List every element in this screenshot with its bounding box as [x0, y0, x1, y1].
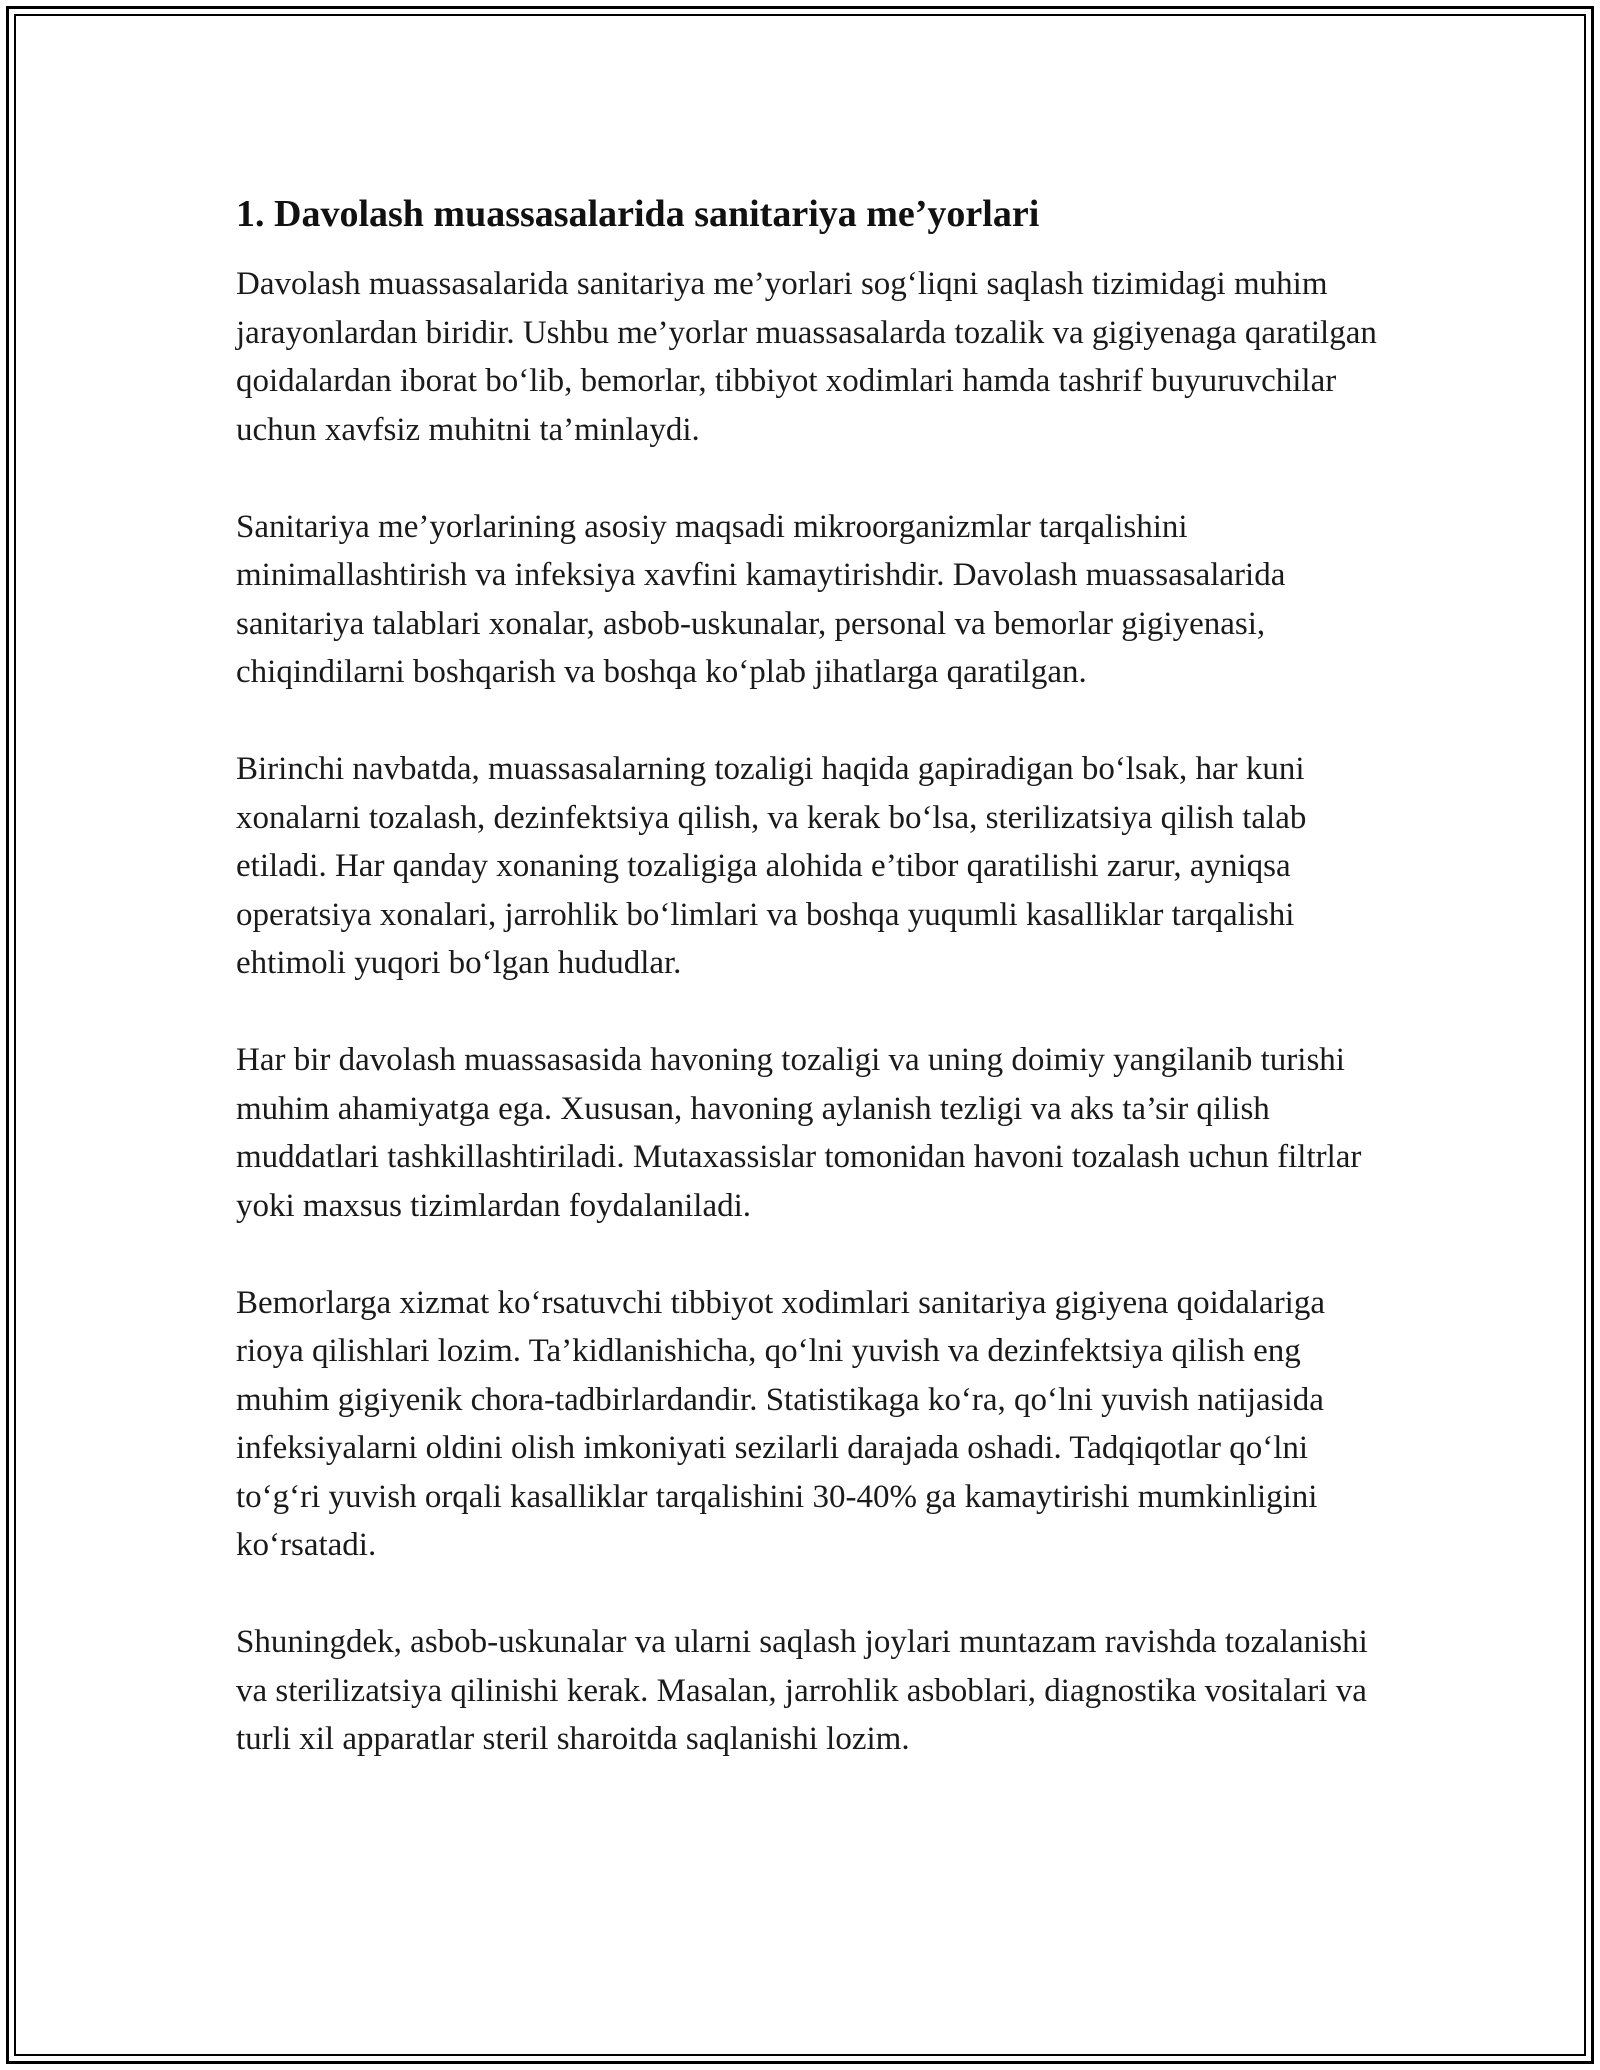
paragraph-2: Sanitariya me’yorlarining asosiy maqsadi mikroorganizmlar tarqalishini minimallashtirish va infeksiya xavfini kamaytirishdir. Davolash muassasalarida sanitariya talablari xonalar, asbob-uskunalar, personal va bemorlar gigiyenasi, chiqindilarni boshqarish va boshqa ko‘plab jihatlarga qaratilgan. — [236, 508, 1286, 690]
paragraph-1: Davolash muassasalarida sanitariya me’yorlari sog‘liqni saqlash tizimidagi muhim jarayonlardan biridir. Ushbu me’yorlar muassasalarda tozalik va gigiyenaga qaratilgan qoidalardan iborat bo‘lib, bemorlar, tibbiyot xodimlari hamda tashrif buyuruvchilar uchun xavfsiz muhitni ta’minlaydi. — [236, 266, 1377, 448]
document-body — [236, 188, 1381, 1764]
paragraph-3: Birinchi navbatda, muassasalarning tozaligi haqida gapiradigan bo‘lsak, har kuni xonalarni tozalash, dezinfektsiya qilish, va kerak bo‘lsa, sterilizatsiya qilish talab etiladi. Har qanday xonaning tozaligiga alohida e’tibor qaratilishi zarur, ayniqsa operatsiya xonalari, jarrohlik bo‘limlari va boshqa yuqumli kasalliklar tarqalishi ehtimoli yuqori bo‘lgan hududlar. — [236, 751, 1307, 981]
paragraph-6: Shuningdek, asbob-uskunalar va ularni saqlash joylari muntazam ravishda tozalanishi va sterilizatsiya qilinishi kerak. Masalan, jarrohlik asboblari, diagnostika vositalari va turli xil apparatlar steril sharoitda saqlanishi lozim. — [236, 1624, 1368, 1757]
paragraph-4: Har bir davolash muassasasida havoning tozaligi va uning doimiy yangilanib turishi muhim ahamiyatga ega. Xususan, havoning aylanish tezligi va aks ta’sir qilish muddatlari tashkillashtiriladi. Mutaxassislar tomonidan havoni tozalash uchun filtrlar yoki maxsus tizimlardan foydalaniladi. — [236, 1042, 1362, 1224]
section-heading: 1. Davolash muassasalarida sanitariya me’yorlari — [236, 193, 1040, 235]
paragraph-5: Bemorlarga xizmat ko‘rsatuvchi tibbiyot xodimlari sanitariya gigiyena qoidalariga rioya qilishlari lozim. Ta’kidlanishicha, qo‘lni yuvish va dezinfektsiya qilish eng muhim gigiyenik chora-tadbirlardandir. Statistikaga ko‘ra, qo‘lni yuvish natijasida infeksiyalarni oldini olish imkoniyati sezilarli darajada oshadi. Tadqiqotlar qo‘lni to‘g‘ri yuvish orqali kasalliklar tarqalishini 30-40% ga kamaytirishi mumkinligini ko‘rsatadi. — [236, 1284, 1325, 1563]
